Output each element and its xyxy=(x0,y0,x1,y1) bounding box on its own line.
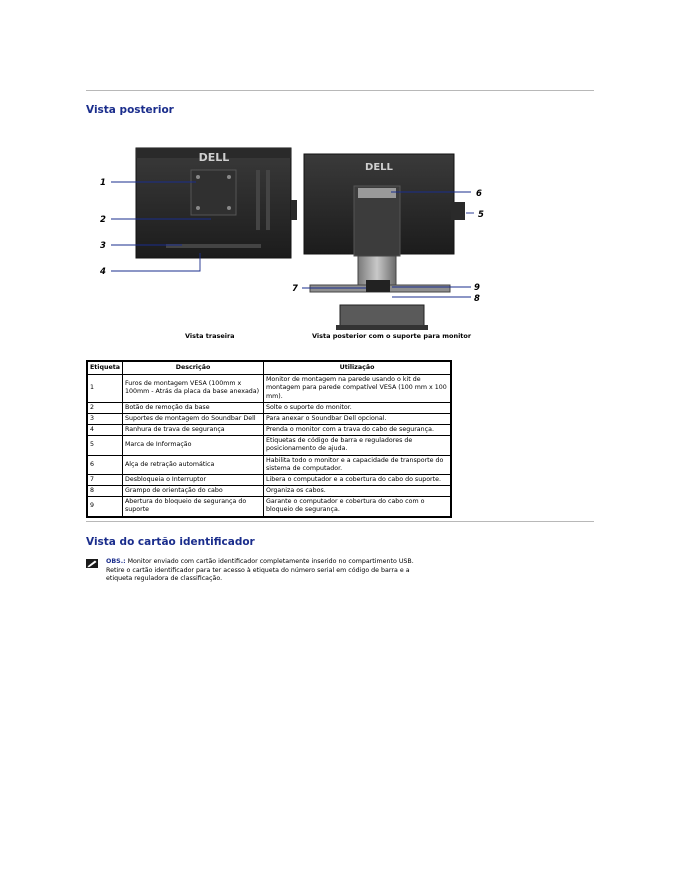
column-header-description: Descrição xyxy=(123,361,264,375)
monitor-rear-illustration xyxy=(96,140,506,340)
table-row xyxy=(87,436,451,455)
note-label: OBS.: xyxy=(106,558,126,565)
table-row xyxy=(87,474,451,485)
middle-rule xyxy=(86,521,594,522)
row-label: 3 xyxy=(87,413,123,424)
callout-6: 6 xyxy=(476,189,482,199)
table-row xyxy=(87,375,451,403)
row-label: 8 xyxy=(87,486,123,497)
table-row xyxy=(87,497,451,517)
pencil-note-icon xyxy=(86,559,98,568)
row-usage: Garante o computador e cobertura do cabo com o bloqueio de segurança. xyxy=(264,497,452,517)
row-label: 7 xyxy=(87,474,123,485)
row-label: 1 xyxy=(87,375,123,403)
table-row xyxy=(87,402,451,413)
brand-logo-right: DELL xyxy=(365,162,393,173)
callout-1: 1 xyxy=(100,178,106,188)
row-usage: Organiza os cabos. xyxy=(264,486,452,497)
callout-2: 2 xyxy=(100,215,106,225)
callout-7: 7 xyxy=(292,284,298,294)
row-label: 6 xyxy=(87,455,123,474)
row-usage: Monitor de montagem na parede usando o kit de montagem para parede compatível VESA (100 mm x 100 mm). xyxy=(264,375,452,403)
row-description: Desbloqueia o Interruptor xyxy=(123,474,264,485)
top-rule xyxy=(86,90,594,91)
callout-5: 5 xyxy=(478,210,484,220)
table-row xyxy=(87,486,451,497)
row-usage: Prenda o monitor com a trava do cabo de segurança. xyxy=(264,425,452,436)
rear-view-figure xyxy=(96,140,506,340)
row-description: Alça de retração automática xyxy=(123,455,264,474)
callout-8: 8 xyxy=(474,294,480,304)
row-description: Suportes de montagem do Soundbar Dell xyxy=(123,413,264,424)
note-box xyxy=(86,558,426,584)
column-header-usage: Utilização xyxy=(264,361,452,375)
row-description: Ranhura de trava de segurança xyxy=(123,425,264,436)
note-body: Monitor enviado com cartão identificador completamente inserido no compartimento USB. Retire o cartão identificador para ter acesso à etiqueta do número serial em código de barra e a etiqueta reguladora de classificação. xyxy=(106,558,414,582)
section-title-rear-view: Vista posterior xyxy=(86,104,174,116)
monitor-left xyxy=(136,148,297,258)
row-description: Marca de Informação xyxy=(123,436,264,455)
table-row xyxy=(87,413,451,424)
row-usage: Solte o suporte do monitor. xyxy=(264,402,452,413)
row-description: Abertura do bloqueio de segurança do suporte xyxy=(123,497,264,517)
monitor-right xyxy=(304,154,465,330)
table-header-row xyxy=(87,361,451,375)
callout-3: 3 xyxy=(100,241,106,251)
figure-caption-right: Vista posterior com o suporte para monitor xyxy=(312,332,472,340)
row-description: Furos de montagem VESA (100mm x 100mm - Atrás da placa da base anexada) xyxy=(123,375,264,403)
figure-caption-left: Vista traseira xyxy=(185,332,235,340)
table-row xyxy=(87,425,451,436)
row-description: Grampo de orientação do cabo xyxy=(123,486,264,497)
row-usage: Libera o computador e a cobertura do cabo do suporte. xyxy=(264,474,452,485)
brand-logo-left: DELL xyxy=(198,151,230,164)
column-header-label: Etiqueta xyxy=(87,361,123,375)
table-row xyxy=(87,455,451,474)
row-description: Botão de remoção da base xyxy=(123,402,264,413)
row-usage: Para anexar o Soundbar Dell opcional. xyxy=(264,413,452,424)
note-text-block xyxy=(106,558,426,584)
row-label: 2 xyxy=(87,402,123,413)
row-label: 4 xyxy=(87,425,123,436)
row-usage: Habilita todo o monitor e a capacidade de transporte do sistema de computador. xyxy=(264,455,452,474)
row-usage: Etiquetas de código de barra e reguladores de posicionamento de ajuda. xyxy=(264,436,452,455)
section-title-id-card-view: Vista do cartão identificador xyxy=(86,536,255,548)
rear-view-table xyxy=(86,360,452,518)
callout-4: 4 xyxy=(100,267,106,277)
callout-9: 9 xyxy=(474,283,480,293)
row-label: 9 xyxy=(87,497,123,517)
row-label: 5 xyxy=(87,436,123,455)
